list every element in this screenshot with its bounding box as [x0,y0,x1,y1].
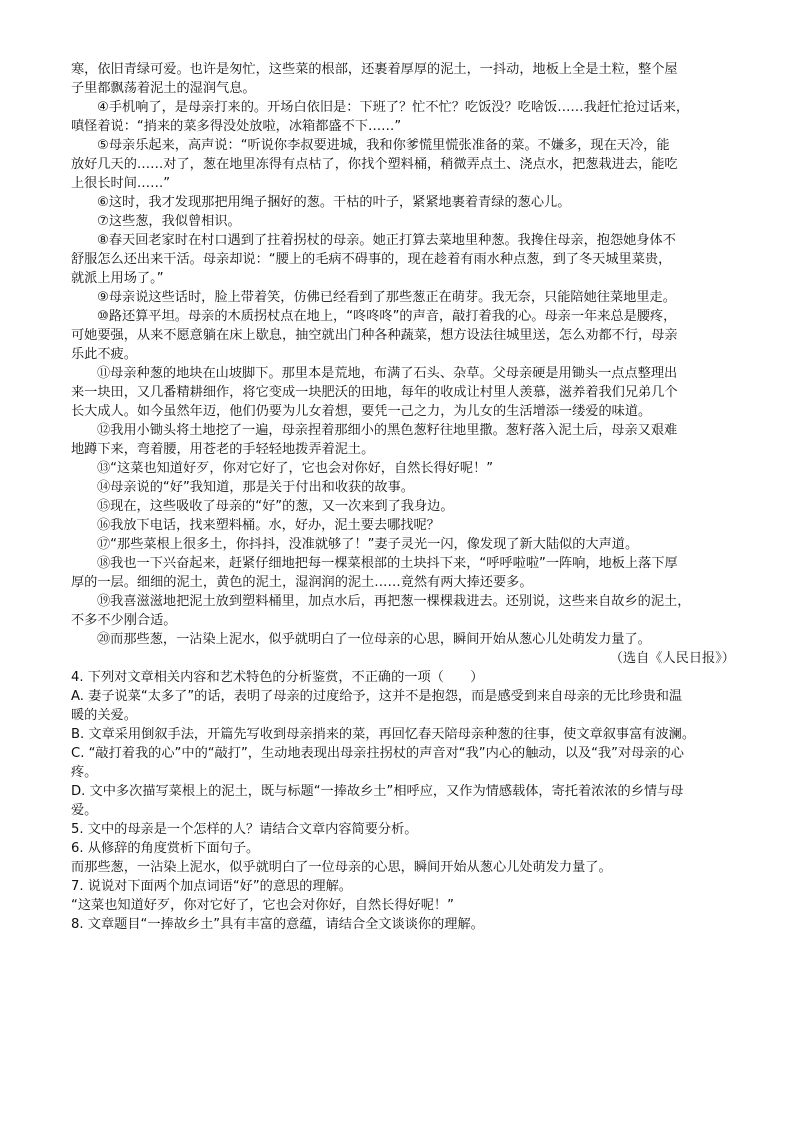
question-line: 爱。 [71,803,98,818]
article-line: ⑦这些葱，我似曾相识。 [97,214,241,229]
source-citation: （选自《人民日报》） [609,651,735,666]
article-line: 舒服怎么还出来干活。母亲却说：“腰上的毛病不碍事的，现在趁着有雨水种点葱，到了冬天城里菜贵， [71,252,672,267]
article-line: 上很长时间……” [71,176,171,191]
article-line: 子里都飘荡着泥土的湿润气息。 [71,81,256,96]
article-line: 就派上用场了。” [71,271,164,286]
question-line: 5. 文中的母亲是一个怎样的人？请结合文章内容简要分析。 [71,822,418,837]
question-line: 暖的关爱。 [71,708,137,723]
article-line: 长大成人。如今虽然年迈，他们仍要为儿女着想，要凭一己之力，为儿女的生活增添一缕爱的味道。 [71,404,652,419]
question-line: 7. 说说对下面两个加点词语“好”的意思的理解。 [71,879,352,894]
article-line: ⑮现在，这些吸收了母亲的“好”的葱，又一次来到了我身边。 [97,499,454,514]
article-line: 放好几天的……对了，葱在地里冻得有点枯了，你找个塑料桶，稍微弄点土、浇点水，把葱栽进去，能吃 [71,157,678,172]
article-line: 嗔怪着说：“捎来的菜多得没处放啦，冰箱都盛不下……” [71,119,402,134]
question-line: “这菜也知道好歹，你对它好了，它也会对你好，自然长得好呢！” [71,898,454,913]
article-line: ⑤母亲乐起来，高声说：“听说你李叔要进城，我和你爹慌里慌张准备的菜。不嫌多，现在天冷，能 [97,138,670,153]
article-line: ⑨母亲说这些话时，脸上带着笑，仿佛已经看到了那些葱正在萌芽。我无奈，只能陪她往菜地里走。 [97,290,676,305]
article-line: 来一块田，又几番精耕细作，将它变成一块肥沃的田地，每年的收成让村里人羡慕，滋养着我们兄弟几个 [71,385,678,400]
article-line: 可她要强，从来不愿意躺在床上歇息，抽空就出门种各种蔬菜，想方设法往城里送，怎么劝都不行，母亲 [71,328,678,343]
question-line: 而那些葱，一沾染上泥水，似乎就明白了一位母亲的心思，瞬间开始从葱心儿处萌发力量了。 [71,860,612,875]
article-line: 地蹲下来，弯着腰，用苍老的手轻轻地拨弄着泥土。 [71,442,375,457]
question-line: 疼。 [71,765,98,780]
article-line: ⑳而那些葱，一沾染上泥水，似乎就明白了一位母亲的心思，瞬间开始从葱心儿处萌发力量了。 [97,632,651,647]
question-line: B. 文章采用倒叙手法，开篇先写收到母亲捎来的菜，再回忆春天陪母亲种葱的往事，使文章叙事富有波澜。 [71,727,696,742]
article-line: ⑰“那些菜根上很多土，你抖抖，没准就够了！”妻子灵光一闪，像发现了新大陆似的大声道。 [97,537,639,552]
article-line: ⑬“这菜也知道好歹，你对它好了，它也会对你好，自然长得好呢！” [97,461,494,476]
question-line: 4. 下列对文章相关内容和艺术特色的分析鉴赏，不正确的一项（ ） [71,670,484,685]
question-line: A. 妻子说菜“太多了”的话，表明了母亲的过度给予，这并不是抱怨，而是感受到来自母亲的无比珍贵和温 [71,689,683,704]
article-line: ⑩路还算平坦。母亲的木质拐杖点在地上，“咚咚咚”的声音，敲打着我的心。母亲一年来总是腰疼， [97,309,677,324]
article-line: ⑭母亲说的“好”我知道，那是关于付出和收获的故事。 [97,480,414,495]
article-line: ⑯我放下电话，找来塑料桶。水，好办，泥土要去哪找呢？ [97,518,440,533]
questions-section [71,668,735,934]
article-line: ⑥这时，我才发现那把用绳子捆好的葱。干枯的叶子，紧紧地裹着青绿的葱心儿。 [97,195,571,210]
article-line: ⑪母亲种葱的地块在山坡脚下。那里本是荒地，布满了石头、杂草。父母亲硬是用锄头一点点整理出 [97,366,678,381]
question-line: D. 文中多次描写菜根上的泥土，既与标题“一捧故乡土”相呼应，又作为情感载体，寄托着浓浓的乡情与母 [71,784,684,799]
article-line: ⑧春天回老家时在村口遇到了拄着拐杖的母亲。她正打算去菜地里种葱。我搀住母亲，抱怨她身体不 [97,233,676,248]
article-line: 寒，依旧青绿可爱。也许是匆忙，这些菜的根部，还裹着厚厚的泥土，一抖动，地板上全是土粒，整个屋 [71,62,678,77]
question-line: 8. 文章题目“一捧故乡土”具有丰富的意蕴，请结合全文谈谈你的理解。 [71,917,484,932]
article-line: 不多不少刚合适。 [71,613,177,628]
article-body [71,60,735,649]
article-line: ④手机响了，是母亲打来的。开场白依旧是：下班了？忙不忙？吃饭没？吃啥饭……我赶忙抢过话来， [97,100,690,115]
question-line: C. “敲打着我的心”中的“敲打”，生动地表现出母亲拄拐杖的声音对“我”内心的触动，以及“我”对母亲的心 [71,746,684,761]
question-line: 6. 从修辞的角度赏析下面句子。 [71,841,260,856]
article-line: ⑱我也一下兴奋起来，赶紧仔细地把每一棵菜根部的土块抖下来，“呼呼啦啦”一阵响，地板上落下厚 [97,556,678,571]
article-line: 乐此不疲。 [71,347,137,362]
article-line: 厚的一层。细细的泥土，黄色的泥土，湿润润的泥土……竟然有两大捧还要多。 [71,575,533,590]
article-line: ⑫我用小锄头将土地挖了一遍，母亲捏着那细小的黑色葱籽往地里撒。葱籽落入泥土后，母亲又艰难 [97,423,678,438]
article-line: ⑲我喜滋滋地把泥土放到塑料桶里，加点水后，再把葱一棵棵栽进去。还别说，这些来自故乡的泥土， [97,594,691,609]
document-page [71,60,735,934]
